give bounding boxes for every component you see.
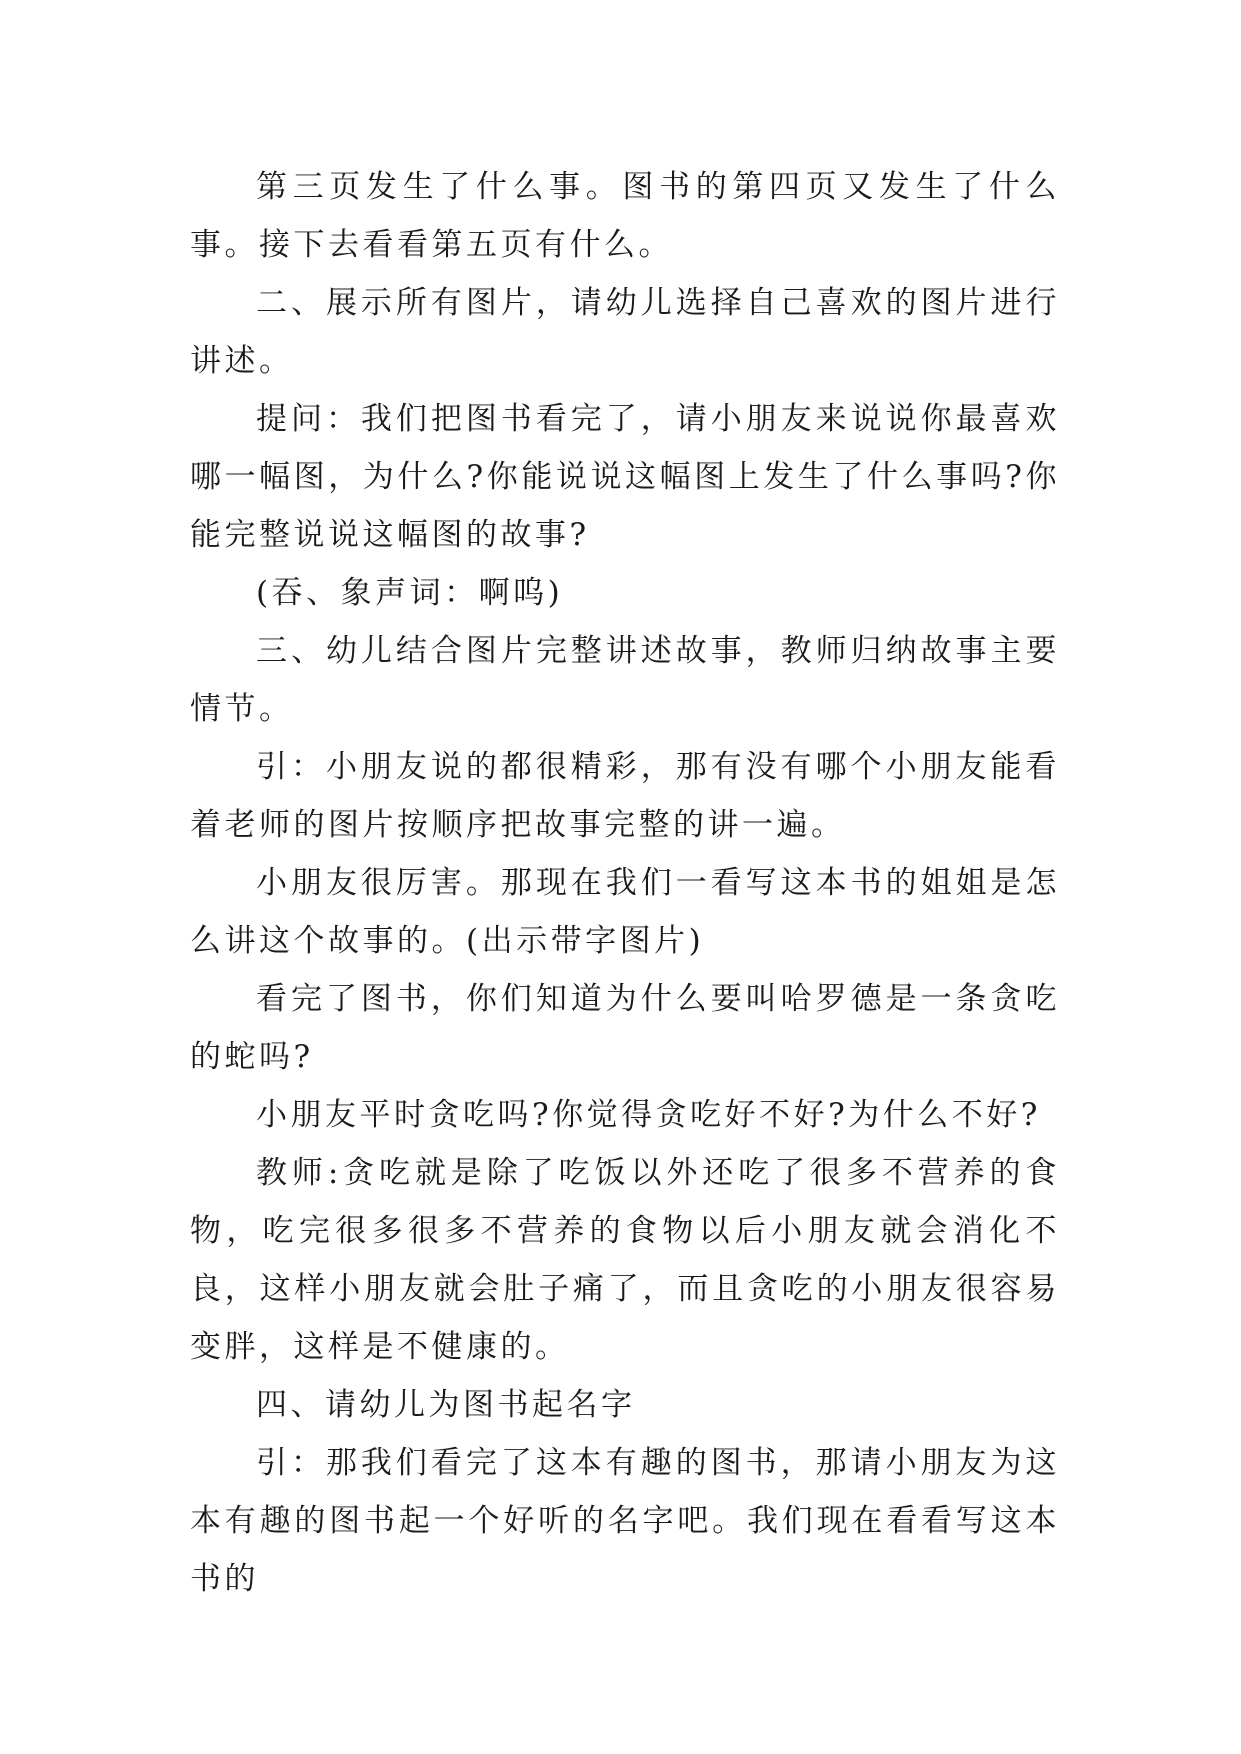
paragraph-4: (吞、象声词：啊呜) <box>256 575 564 611</box>
paragraph-6: 引：小朋友说的都很精彩，那有没有哪个小朋友能看着老师的图片按顺序把故事完整的讲一遍。 <box>190 749 1060 843</box>
paragraph-8: 看完了图书，你们知道为什么要叫哈罗德是一条贪吃的蛇吗? <box>190 981 1060 1075</box>
paragraph-2: 二、展示所有图片，请幼儿选择自己喜欢的图片进行讲述。 <box>190 285 1060 379</box>
paragraph-7: 小朋友很厉害。那现在我们一看写这本书的姐姐是怎么讲这个故事的。(出示带字图片) <box>190 865 1060 959</box>
paragraph-11: 四、请幼儿为图书起名字 <box>256 1387 636 1423</box>
paragraph-5: 三、幼儿结合图片完整讲述故事，教师归纳故事主要情节。 <box>190 633 1060 727</box>
paragraph-12: 引：那我们看完了这本有趣的图书，那请小朋友为这本有趣的图书起一个好听的名字吧。我们现在看看写这本书的 <box>190 1445 1060 1597</box>
paragraph-3: 提问：我们把图书看完了，请小朋友来说说你最喜欢哪一幅图，为什么?你能说说这幅图上发生了什么事吗?你能完整说说这幅图的故事? <box>190 401 1060 553</box>
document-body <box>190 158 1060 1608</box>
paragraph-1: 第三页发生了什么事。图书的第四页又发生了什么事。接下去看看第五页有什么。 <box>190 169 1060 263</box>
paragraph-10: 教师:贪吃就是除了吃饭以外还吃了很多不营养的食物，吃完很多很多不营养的食物以后小朋友就会消化不良，这样小朋友就会肚子痛了，而且贪吃的小朋友很容易变胖，这样是不健康的。 <box>190 1155 1060 1365</box>
paragraph-9: 小朋友平时贪吃吗?你觉得贪吃好不好?为什么不好? <box>256 1097 1041 1133</box>
